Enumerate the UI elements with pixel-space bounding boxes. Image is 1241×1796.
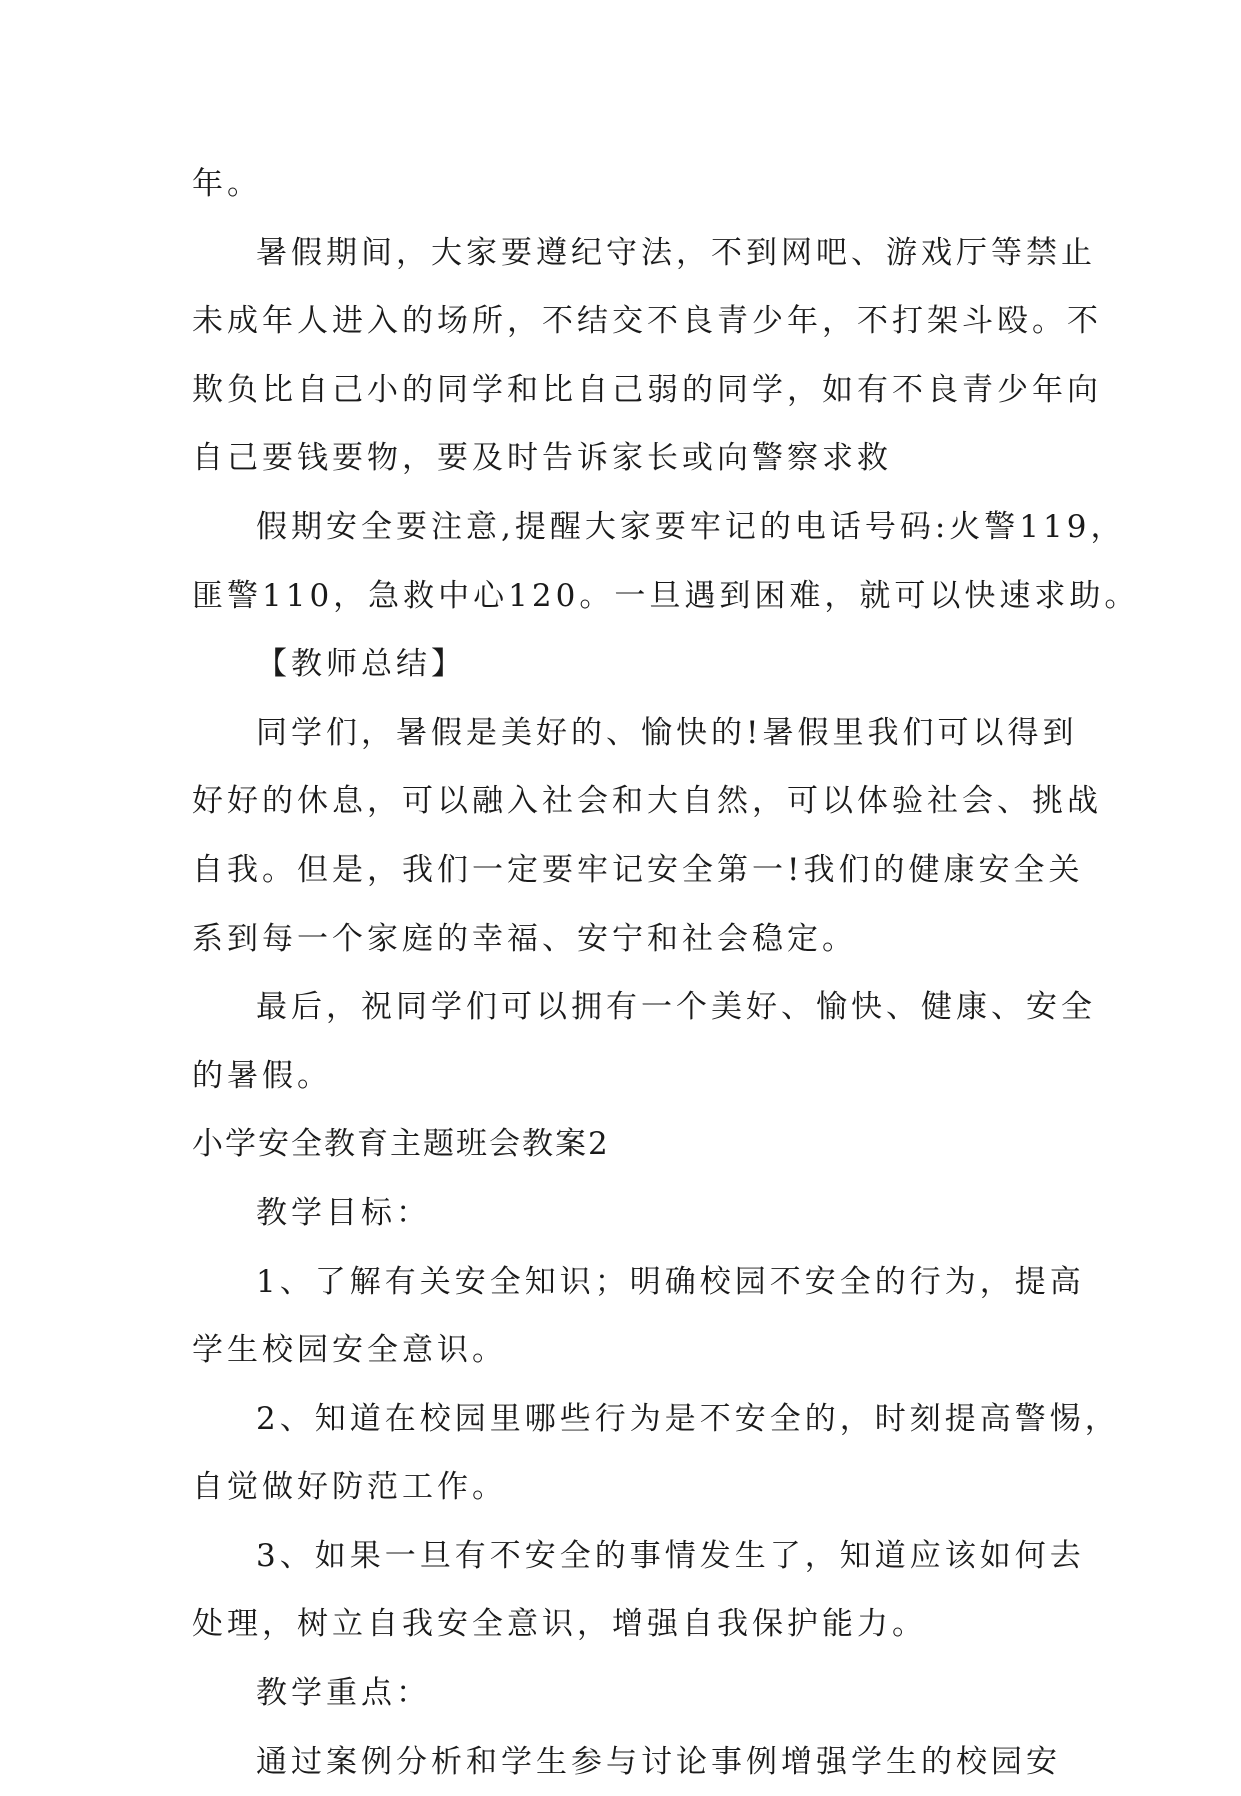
text-line: 1、了解有关安全知识；明确校园不安全的行为，提高 [256, 1263, 1085, 1300]
text-line: 匪警110，急救中心120。一旦遇到困难，就可以快速求助。 [192, 577, 1140, 614]
text-line: 处理，树立自我安全意识，增强自我保护能力。 [192, 1606, 927, 1643]
text-line: 年。 [192, 166, 262, 202]
text-line: 教学重点： [256, 1675, 431, 1712]
section-heading: 小学安全教育主题班会教案2 [192, 1126, 610, 1163]
text-line: 假期安全要注意,提醒大家要牢记的电话号码:火警119， [256, 508, 1126, 545]
text-line: 最后，祝同学们可以拥有一个美好、愉快、健康、安全 [256, 989, 1096, 1026]
text-line: 自我。但是，我们一定要牢记安全第一!我们的健康安全关 [192, 851, 1084, 888]
text-line: 自己要钱要物，要及时告诉家长或向警察求救 [192, 440, 892, 477]
text-line: 的暑假。 [192, 1057, 332, 1094]
text-line: 同学们，暑假是美好的、愉快的!暑假里我们可以得到 [256, 714, 1078, 751]
text-line: 【教师总结】 [256, 646, 466, 683]
text-line: 欺负比自己小的同学和比自己弱的同学，如有不良青少年向 [192, 371, 1102, 408]
text-line: 未成年人进入的场所，不结交不良青少年，不打架斗殴。不 [192, 303, 1102, 340]
text-line: 自觉做好防范工作。 [192, 1469, 507, 1506]
text-line: 2、知道在校园里哪些行为是不安全的，时刻提高警惕， [256, 1400, 1120, 1437]
text-line: 学生校园安全意识。 [192, 1332, 507, 1369]
text-line: 3、如果一旦有不安全的事情发生了，知道应该如何去 [256, 1537, 1085, 1574]
text-line: 系到每一个家庭的幸福、安宁和社会稳定。 [192, 920, 857, 957]
text-line: 暑假期间，大家要遵纪守法，不到网吧、游戏厅等禁止 [256, 234, 1096, 271]
document-body [192, 150, 1140, 1796]
text-line: 通过案例分析和学生参与讨论事例增强学生的校园安 [256, 1743, 1061, 1780]
text-line: 好好的休息，可以融入社会和大自然，可以体验社会、挑战 [192, 783, 1102, 820]
text-line: 教学目标： [256, 1194, 431, 1231]
